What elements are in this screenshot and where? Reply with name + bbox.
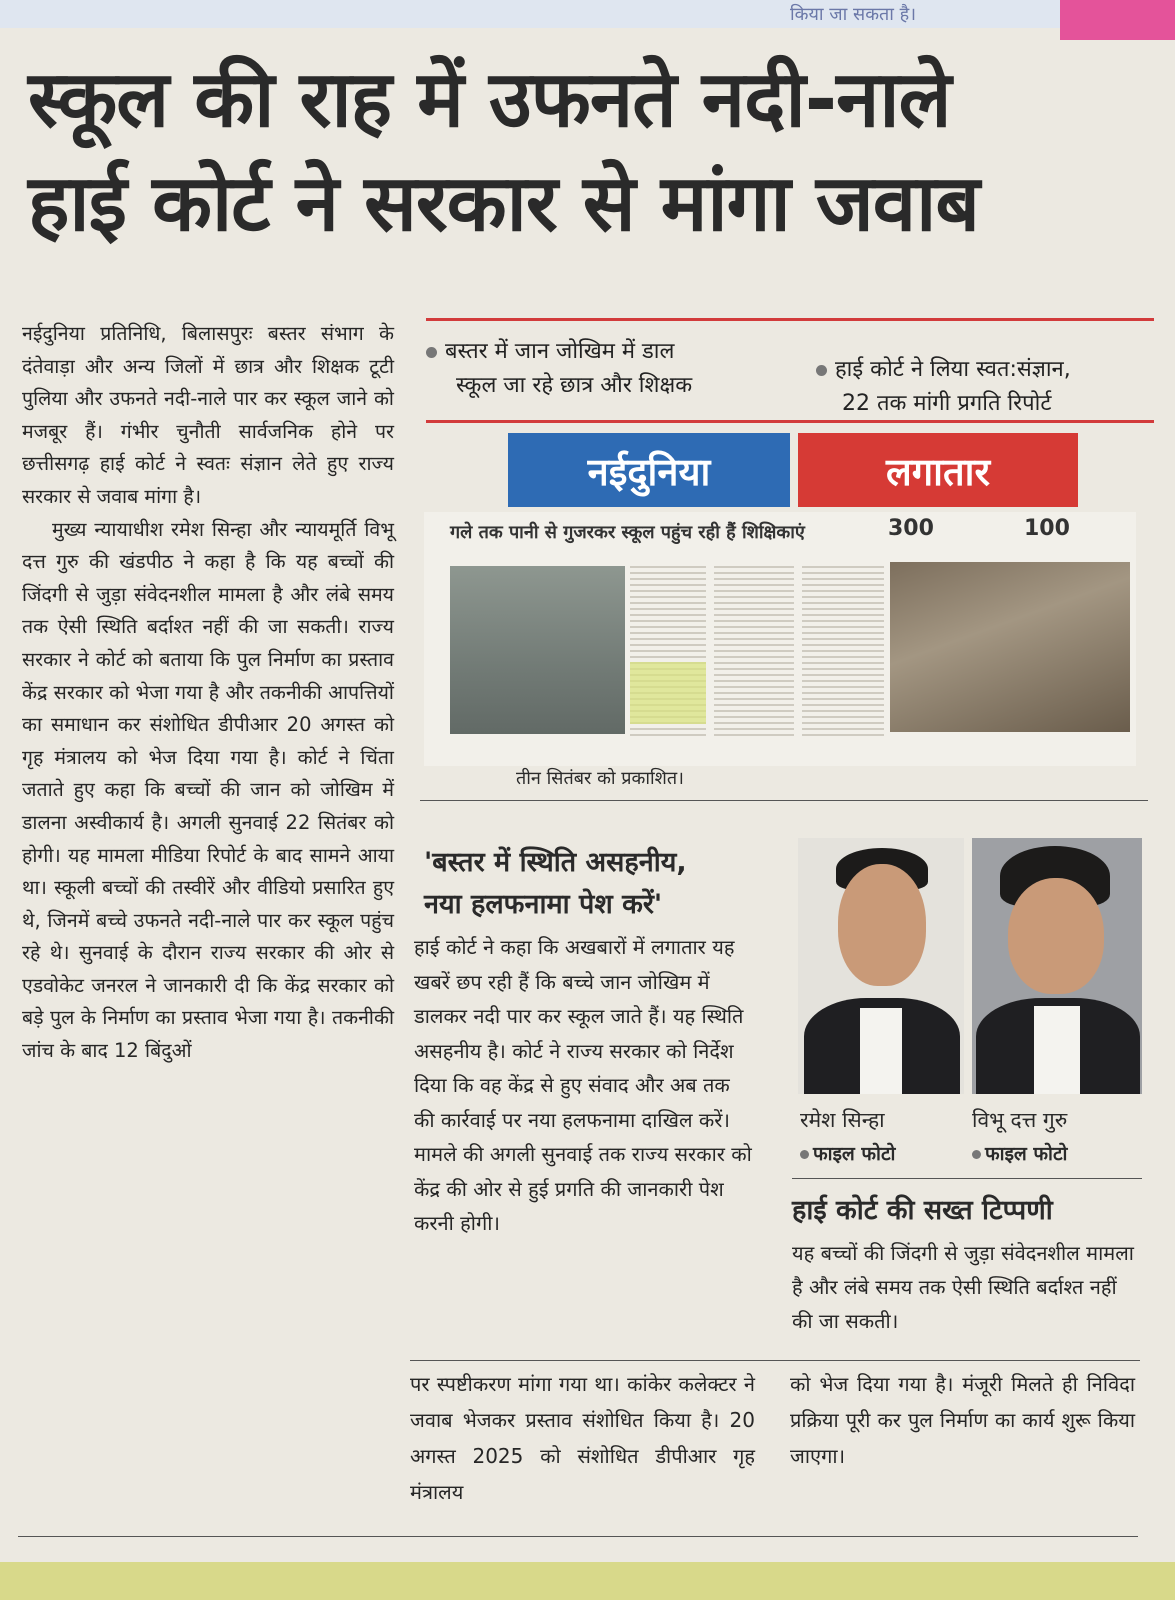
bullet-2-line-2: 22 तक मांगी प्रगति रिपोर्ट (842, 391, 1052, 416)
headline-line-1: स्कूल की राह में उफनते नदी-नाले (28, 55, 951, 145)
banner-left-text: नईदुनिया (587, 450, 711, 494)
headline (28, 48, 1148, 256)
bullet-1-line-1: बस्तर में जान जोखिम में डाल (445, 339, 675, 364)
bullet-dot-icon (426, 347, 437, 358)
clipping-text-block (714, 566, 794, 736)
banner-naidunia (508, 433, 790, 507)
bullet-dot-icon (800, 1150, 809, 1159)
subheading (424, 842, 784, 926)
divider (420, 800, 1148, 801)
bottom-rule-red (426, 420, 1154, 423)
middle-column-text: हाई कोर्ट ने कहा कि अखबारों में लगातार यह खबरें छप रही हैं कि बच्चे जान जोखिम में डालकर नदी पार कर स्कूल जाते हैं। यह स्थिति असहनीय है। कोर्ट ने राज्य सरकार को निर्देश दिया कि वह केंद्र से हुए संवाद और अब तक की कार्रवाई पर नया हलफनामा दाखिल करें। मामले की अगली सुनवाई तक राज्य सरकार को केंद्र की ओर से हुई प्रगति की जानकारी पेश करनी होगी। (414, 935, 752, 1235)
clipping-number-1: 300 (888, 516, 934, 541)
comment-heading: हाई कोर्ट की सख्त टिप्पणी (792, 1195, 1053, 1226)
bullet-1-line-2: स्कूल जा रहे छात्र और शिक्षक (456, 373, 693, 398)
judge-2-name: विभू दत्त गुरु (972, 1108, 1068, 1132)
banner-right-text: लगातार (885, 450, 991, 494)
clipping-caption: तीन सितंबर को प्रकाशित। (515, 768, 685, 789)
bottom-strip (0, 1562, 1175, 1600)
left-column (22, 318, 394, 1068)
comment-body: यह बच्चों की जिंदगी से जुड़ा संवेदनशील मामला है और लंबे समय तक ऐसी स्थिति बर्दाश्त नहीं की जा सकती। (792, 1241, 1134, 1333)
left-para-2: मुख्य न्यायाधीश रमेश सिन्हा और न्यायमूर्ति विभू दत्त गुरु की खंडपीठ ने कहा है कि यह बच्चों की जिंदगी से जुड़ा संवेदनशील मामला है और लंबे समय तक ऐसी स्थिति बर्दाश्त नहीं की जा सकती। राज्य सरकार ने कोर्ट को बताया कि पुल निर्माण का प्रस्ताव केंद्र सरकार को भेजा गया है और तकनीकी आपत्तियों का समाधान कर संशोधित डीपीआर 20 अगस्त को गृह मंत्रालय को भेज दिया गया है। कोर्ट ने चिंता जताते हुए कहा कि बच्चों की जान को जोखिम में डालना अस्वीकार्य है। अगली सुनवाई 22 सितंबर को होगी। यह मामला मीडिया रिपोर्ट के बाद सामने आया था। स्कूली बच्चों की तस्वीरें और वीडियो प्रसारित हुए थे, जिनमें बच्चे उफनते नदी-नाले पार कर स्कूल पहुंच रहे थे। सुनवाई के दौरान राज्य सरकार की ओर से एडवोकेट जनरल ने जानकारी दी कि केंद्र सरकार को बड़े पुल के निर्माण का प्रस्ताव भेजा गया है। तकनीकी जांच के बाद 12 बिंदुओं (22, 517, 394, 1063)
left-para-1: नईदुनिया प्रतिनिधि, बिलासपुरः बस्तर संभाग के दंतेवाड़ा और अन्य जिलों में छात्र और शिक्षक टूटी पुलिया और उफनते नदी-नाले पार कर स्कूल जाने को मजबूर हैं। गंभीर चुनौती सार्वजनिक होने पर छत्तीसगढ़ हाई कोर्ट ने स्वतः संज्ञान लेते हुए राज्य सरकार से जवाब मांगा है। (22, 322, 394, 508)
top-strip-text: किया जा सकता है। (790, 4, 917, 25)
headline-line-2: हाई कोर्ट ने सरकार से मांगा जवाब (28, 159, 979, 249)
subheading-line-2: नया हलफनामा पेश करें' (424, 889, 663, 920)
pink-corner (1060, 0, 1175, 40)
top-strip (0, 0, 1175, 28)
clipping-number-2: 100 (1024, 516, 1070, 541)
clipping-text-block (802, 566, 884, 736)
crossing-photo (890, 562, 1130, 732)
bullet-dot-icon (816, 365, 827, 376)
clipping-headline: गले तक पानी से गुजरकर स्कूल पहुंच रही हैं शिक्षिकाएं (450, 522, 805, 543)
judge-1-name: रमेश सिन्हा (800, 1108, 885, 1132)
subheading-line-1: 'बस्तर में स्थिति असहनीय, (424, 847, 687, 878)
published-clipping (424, 512, 1136, 766)
bottom-column-3: को भेज दिया गया है। मंजूरी मिलते ही निविदा प्रक्रिया पूरी कर पुल निर्माण का कार्य शुरू किया जाएगा। (790, 1372, 1135, 1468)
divider (792, 1178, 1142, 1179)
banner-lagatar (798, 433, 1078, 507)
top-rule-red (426, 318, 1154, 321)
divider (410, 1360, 1140, 1361)
bullet-2-line-1: हाई कोर्ट ने लिया स्वत:संज्ञान, (835, 357, 1071, 382)
clipping-highlight (630, 662, 706, 724)
bullet-1 (426, 335, 692, 403)
judge-photo-2 (972, 838, 1142, 1094)
bullet-2 (816, 353, 1071, 421)
judge-1-file-label: फाइल फोटो (800, 1140, 895, 1166)
bullet-box (426, 335, 1156, 415)
bullet-dot-icon (972, 1150, 981, 1159)
judge-2-file-label: फाइल फोटो (972, 1140, 1067, 1166)
river-photo (450, 566, 625, 734)
bottom-divider (18, 1536, 1138, 1537)
judge-photo-1 (798, 838, 964, 1094)
bottom-column-2: पर स्पष्टीकरण मांगा गया था। कांकेर कलेक्टर ने जवाब भेजकर प्रस्ताव संशोधित किया है। 20 अगस्त 2025 को संशोधित डीपीआर गृह मंत्रालय (410, 1372, 755, 1504)
